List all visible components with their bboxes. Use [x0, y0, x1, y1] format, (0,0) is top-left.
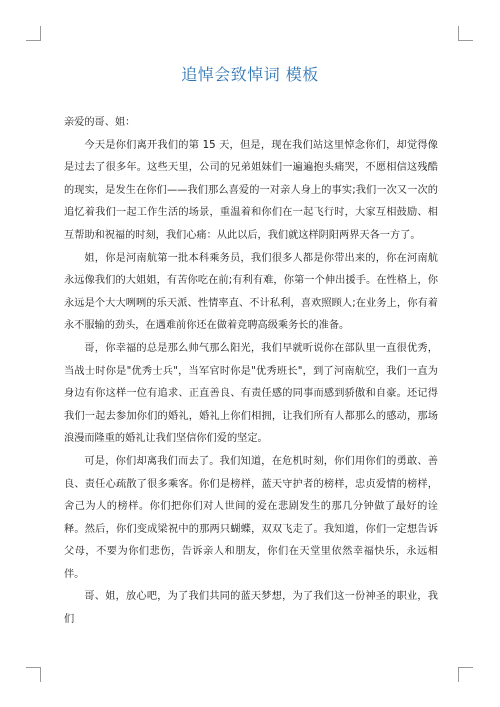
document-body	[64, 112, 438, 632]
paragraph-4: 可是，你们却离我们而去了。我们知道，在危机时刻，你们用你们的勇敢、善良、责任心疏散了很多乘客。你们是榜样，蓝天守护者的榜样，忠贞爱情的榜样，舍己为人的榜样。你们把你们对人世间的爱在悲剧发生的那几分钟做了最好的诠释。然后，你们变成梁祝中的那两只蝴蝶，双双飞走了。我知道，你们一定想告诉父母，不要为你们悲伤，告诉亲人和朋友，你们在天堂里依然幸福快乐，永远相伴。	[64, 455, 438, 580]
paragraph-5: 哥、姐，放心吧，为了我们共同的蓝天梦想，为了我们这一份神圣的职业，我们	[64, 591, 438, 626]
paragraph-1: 今天是你们离开我们的第 15 天，但是，现在我们站这里悼念你们，却觉得像是过去了很多年。这些天里，公司的兄弟姐妹们一遍遍抱头痛哭，不愿相信这残酷的现实，是发生在你们——我们那么喜爱的一对亲人身上的事实;我们一次又一次的追忆着我们一起工作生活的场景，重温着和你们在一起飞行时，大家互相鼓励、相互帮助和祝福的时刻，我们心痛：从此以后，我们就这样阴阳两界天各一方了。	[64, 139, 438, 241]
paragraph-3: 哥，你幸福的总是那么帅气那么阳光，我们早就听说你在部队里一直很优秀，当战士时你是"优秀士兵"，当军官时你是"优秀班长"，到了河南航空，我们一直为身边有你这样一位有追求、正直善良、有责任感的同事而感到骄傲和自豪。还记得我们一起去参加你们的婚礼，婚礼上你们相拥，让我们所有人都那么的感动，那场浪漫而隆重的婚礼让我们坚信你们爱的坚定。	[64, 342, 438, 445]
crop-mark-top-right	[458, 26, 473, 41]
crop-mark-top-left	[26, 26, 41, 41]
crop-mark-bottom-left	[26, 667, 41, 682]
greeting-line: 亲爱的哥、姐：	[64, 117, 136, 128]
paragraph-2: 姐，你是河南航第一批本科乘务员，我们很多人都是你带出来的，你在河南航永远像我们的大姐姐，有苦你吃在前;有利有难，你第一个伸出援手。在性格上，你永远是个大大咧咧的乐天派、性情率直、不计私利，喜欢照顾人;在业务上，你有着永不服输的劲头，在遇难前你还在做着竞聘高级乘务长的准备。	[64, 252, 438, 332]
document-title: 追悼会致悼词 模板	[181, 65, 319, 84]
crop-mark-bottom-right	[458, 667, 473, 682]
